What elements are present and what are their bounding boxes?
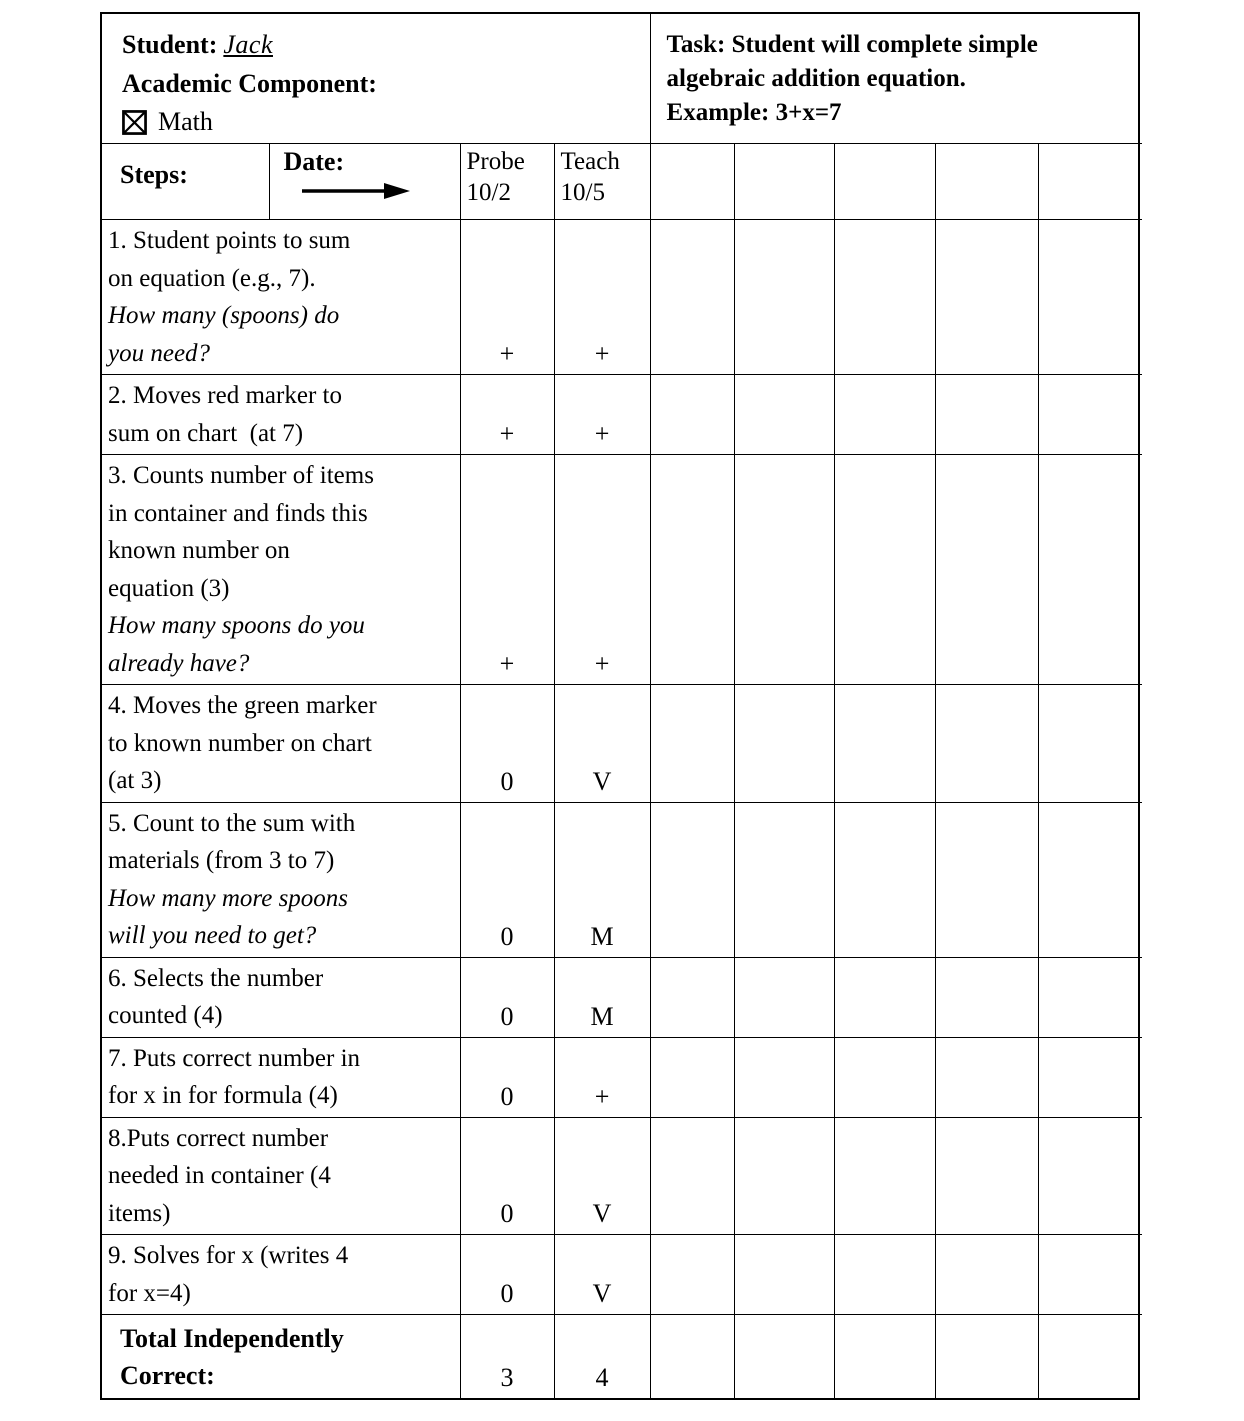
column-label-1: Teach	[560, 148, 620, 176]
score-cell[interactable]	[1038, 375, 1142, 455]
score-cell[interactable]	[734, 220, 834, 375]
checked-box-icon[interactable]	[122, 110, 147, 135]
student-info-cell	[102, 14, 650, 144]
score-cell[interactable]	[834, 1235, 935, 1315]
score-cell[interactable]	[734, 455, 834, 685]
score-cell[interactable]	[834, 375, 935, 455]
date-label: Date:	[283, 147, 345, 177]
table-row	[102, 685, 1142, 803]
score-cell[interactable]	[935, 1117, 1038, 1235]
score-cell[interactable]	[935, 1037, 1038, 1117]
score-cell[interactable]: M	[554, 957, 650, 1037]
score-cell[interactable]: +	[460, 220, 554, 375]
component-checkbox-row	[122, 109, 640, 135]
score-cell[interactable]	[734, 1235, 834, 1315]
column-label-0: Probe	[466, 148, 525, 176]
score-cell[interactable]	[935, 220, 1038, 375]
score-cell[interactable]	[734, 1037, 834, 1117]
score-cell[interactable]	[935, 802, 1038, 957]
score-cell[interactable]: 0	[460, 957, 554, 1037]
score-cell[interactable]	[1038, 455, 1142, 685]
step-description-8	[102, 1117, 460, 1235]
step-line: (at 3)	[108, 767, 162, 795]
score-cell[interactable]: +	[554, 455, 650, 685]
step-description-1	[102, 220, 460, 375]
score-cell[interactable]: +	[554, 220, 650, 375]
table-row	[102, 1117, 1142, 1235]
total-score-cell[interactable]	[1038, 1315, 1142, 1398]
table-row	[102, 455, 1142, 685]
step-prompt-line: How many spoons do you	[108, 612, 365, 640]
data-collection-sheet	[100, 12, 1140, 1400]
column-header-2[interactable]	[650, 144, 734, 220]
column-date-0: 10/2	[466, 178, 511, 206]
steps-column-header: Steps:	[102, 144, 269, 220]
step-description-9	[102, 1235, 460, 1315]
score-cell[interactable]	[1038, 220, 1142, 375]
step-line: on equation (e.g., 7).	[108, 264, 316, 292]
data-sheet-table	[102, 14, 1142, 1398]
table-row	[102, 1235, 1142, 1315]
step-description-5	[102, 802, 460, 957]
total-score-cell[interactable]	[935, 1315, 1038, 1398]
step-line: 9. Solves for x (writes 4	[108, 1242, 349, 1270]
column-heading-row	[102, 144, 1142, 220]
date-column-header	[269, 144, 460, 220]
score-cell[interactable]: +	[460, 455, 554, 685]
score-cell[interactable]	[650, 685, 734, 803]
total-label-cell	[102, 1315, 460, 1398]
step-line: 7. Puts correct number in	[108, 1044, 361, 1072]
score-cell[interactable]	[734, 1117, 834, 1235]
total-score-cell[interactable]: 3	[460, 1315, 554, 1398]
score-cell[interactable]	[935, 957, 1038, 1037]
step-description-2	[102, 375, 460, 455]
step-line: 4. Moves the green marker	[108, 692, 377, 720]
score-cell[interactable]	[650, 455, 734, 685]
score-cell[interactable]: 0	[460, 1037, 554, 1117]
score-cell[interactable]	[935, 455, 1038, 685]
score-cell[interactable]	[834, 220, 935, 375]
score-cell[interactable]	[650, 220, 734, 375]
student-label: Student:	[122, 30, 218, 59]
student-line	[122, 28, 640, 62]
score-cell[interactable]	[1038, 957, 1142, 1037]
component-label: Math	[158, 107, 213, 137]
step-prompt-line: will you need to get?	[108, 922, 317, 950]
score-cell[interactable]	[935, 1235, 1038, 1315]
total-row	[102, 1315, 1142, 1398]
score-cell[interactable]	[650, 957, 734, 1037]
score-cell[interactable]: +	[554, 1037, 650, 1117]
step-line: for x in for formula (4)	[108, 1082, 338, 1110]
score-cell[interactable]: 0	[460, 685, 554, 803]
score-cell[interactable]	[834, 1037, 935, 1117]
column-header-5[interactable]	[935, 144, 1038, 220]
score-cell[interactable]	[650, 802, 734, 957]
table-row	[102, 220, 1142, 375]
score-cell[interactable]: V	[554, 1117, 650, 1235]
total-score-cell[interactable]	[834, 1315, 935, 1398]
total-score-cell[interactable]	[734, 1315, 834, 1398]
score-cell[interactable]	[834, 455, 935, 685]
score-cell[interactable]	[834, 802, 935, 957]
score-cell[interactable]	[935, 685, 1038, 803]
total-score-cell[interactable]: 4	[554, 1315, 650, 1398]
date-arrow-wrap	[284, 181, 460, 201]
score-cell[interactable]	[650, 1235, 734, 1315]
score-cell[interactable]	[834, 685, 935, 803]
sheet-header-row	[102, 14, 1142, 144]
right-arrow-icon	[300, 181, 412, 201]
total-label-line-1: Total Independently	[120, 1324, 344, 1354]
score-cell[interactable]	[1038, 685, 1142, 803]
step-prompt-line: already have?	[108, 649, 250, 677]
score-cell[interactable]: M	[554, 802, 650, 957]
score-cell[interactable]	[1038, 1117, 1142, 1235]
step-line: needed in container (4	[108, 1162, 331, 1190]
score-cell[interactable]	[734, 685, 834, 803]
step-line: 1. Student points to sum	[108, 227, 351, 255]
score-cell[interactable]: +	[554, 375, 650, 455]
score-cell[interactable]	[650, 1117, 734, 1235]
step-prompt-line: How many (spoons) do	[108, 302, 340, 330]
step-prompt-line: How many more spoons	[108, 884, 349, 912]
student-name-value: Jack	[223, 30, 273, 59]
step-line: in container and finds this	[108, 499, 368, 527]
score-cell[interactable]: V	[554, 685, 650, 803]
score-cell[interactable]: +	[460, 375, 554, 455]
score-cell[interactable]	[650, 375, 734, 455]
table-row	[102, 375, 1142, 455]
score-cell[interactable]	[1038, 1235, 1142, 1315]
step-description-6	[102, 957, 460, 1037]
step-line: materials (from 3 to 7)	[108, 847, 335, 875]
score-cell[interactable]	[734, 375, 834, 455]
score-cell[interactable]: V	[554, 1235, 650, 1315]
task-description-cell	[650, 14, 1142, 144]
table-row	[102, 802, 1142, 957]
total-score-cell[interactable]	[650, 1315, 734, 1398]
step-line: to known number on chart	[108, 729, 372, 757]
step-line: equation (3)	[108, 574, 230, 602]
table-row	[102, 957, 1142, 1037]
task-line-1: Task: Student will complete simple	[666, 31, 1038, 58]
score-cell[interactable]: 0	[460, 802, 554, 957]
step-line: for x=4)	[108, 1279, 191, 1307]
step-line: 5. Count to the sum with	[108, 809, 356, 837]
step-line: 3. Counts number of items	[108, 462, 374, 490]
score-cell[interactable]: 0	[460, 1235, 554, 1315]
step-description-4	[102, 685, 460, 803]
step-description-3	[102, 455, 460, 685]
column-header-1	[554, 144, 650, 220]
table-row	[102, 1037, 1142, 1117]
step-prompt-line: you need?	[108, 339, 211, 367]
step-line: 8.Puts correct number	[108, 1124, 329, 1152]
score-cell[interactable]	[935, 375, 1038, 455]
column-header-3[interactable]	[734, 144, 834, 220]
score-cell[interactable]	[734, 802, 834, 957]
column-header-4[interactable]	[834, 144, 935, 220]
score-cell[interactable]	[734, 957, 834, 1037]
column-header-6[interactable]	[1038, 144, 1142, 220]
total-label-line-2: Correct:	[120, 1360, 215, 1390]
score-cell[interactable]	[1038, 1037, 1142, 1117]
column-header-0	[460, 144, 554, 220]
score-cell[interactable]: 0	[460, 1117, 554, 1235]
step-line: 6. Selects the number	[108, 964, 324, 992]
score-cell[interactable]	[650, 1037, 734, 1117]
step-line: counted (4)	[108, 1002, 223, 1030]
task-line-2: algebraic addition equation.	[666, 65, 966, 92]
score-cell[interactable]	[1038, 802, 1142, 957]
step-line: sum on chart (at 7)	[108, 419, 304, 447]
task-line-3: Example: 3+x=7	[666, 99, 842, 126]
step-line: 2. Moves red marker to	[108, 382, 342, 410]
academic-component-label: Academic Component:	[122, 69, 377, 99]
step-line: items)	[108, 1199, 171, 1227]
step-description-7	[102, 1037, 460, 1117]
column-date-1: 10/5	[560, 178, 605, 206]
step-line: known number on	[108, 537, 290, 565]
score-cell[interactable]	[834, 957, 935, 1037]
score-cell[interactable]	[834, 1117, 935, 1235]
